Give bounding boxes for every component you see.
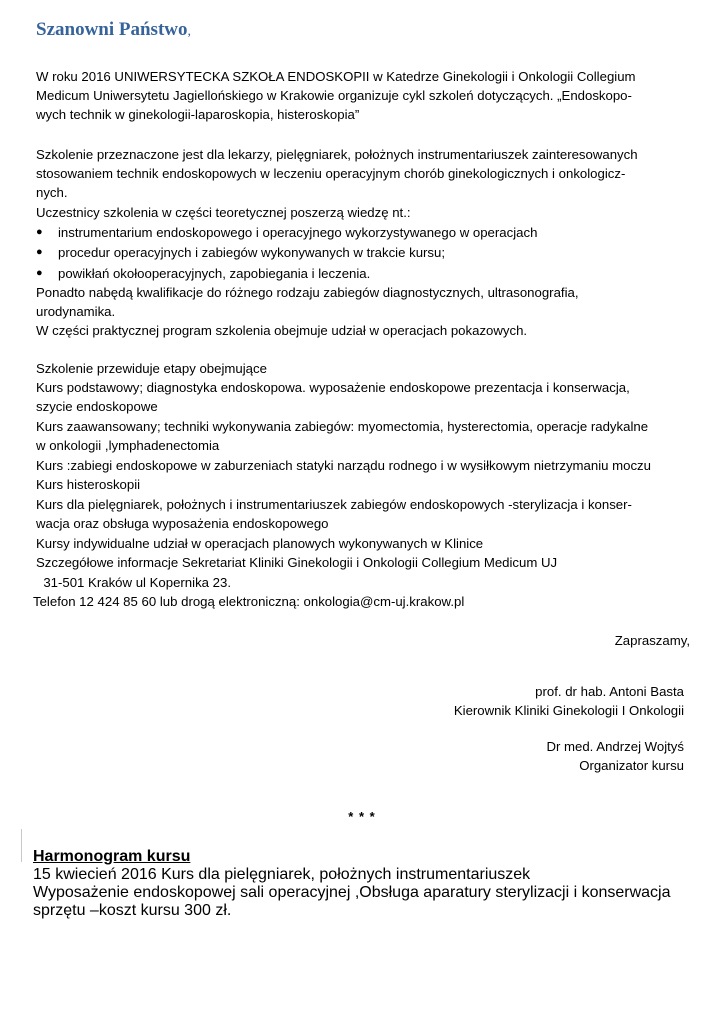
purpose-line: nych. xyxy=(36,185,68,200)
intro-line: wych technik w ginekologii-laparoskopia, histeroskopia” xyxy=(36,107,360,122)
stages-line: Szkolenie przewiduje etapy obejmujące xyxy=(36,361,267,376)
bullet-icon: ● xyxy=(36,226,43,238)
schedule-line: sprzętu –koszt kursu 300 zł. xyxy=(33,902,232,919)
section-separator: * * * xyxy=(348,809,376,824)
address-line: 31-501 Kraków ul Kopernika 23. xyxy=(36,575,231,590)
phone-line: Telefon 12 424 85 60 lub drogą elektroniczną: onkologia@cm-uj.krakow.pl xyxy=(33,594,465,609)
signature-role: Kierownik Kliniki Ginekologii I Onkologii xyxy=(453,703,684,718)
purpose-line: Uczestnicy szkolenia w części teoretycznej poszerzą wiedzę nt.: xyxy=(36,205,411,220)
bullet-item: instrumentarium endoskopowego i operacyjnego wykorzystywanego w operacjach xyxy=(58,225,538,240)
qualification-line: urodynamika. xyxy=(36,304,116,319)
margin-mark xyxy=(21,829,22,862)
signature-role: Organizator kursu xyxy=(579,758,684,773)
stages-line: wacja oraz obsługa wyposażenia endoskopowego xyxy=(36,516,329,531)
stages-line: Kurs podstawowy; diagnostyka endoskopowa. wyposażenie endoskopowe prezentacja i konserwacja, xyxy=(36,380,630,395)
contact-line: Szczegółowe informacje Sekretariat Kliniki Ginekologii i Onkologii Collegium Medicum UJ xyxy=(36,555,558,570)
stages-line: w onkologii ,lymphadenectomia xyxy=(36,438,220,453)
intro-line: Medicum Uniwersytetu Jagiellońskiego w Krakowie organizuje cykl szkoleń dotyczących. „Endoskopo- xyxy=(36,88,632,103)
schedule-line: 15 kwiecień 2016 Kurs dla pielęgniarek, położnych instrumentariuszek xyxy=(33,866,531,883)
practical-line: W części praktycznej program szkolenia obejmuje udział w operacjach pokazowych. xyxy=(36,323,528,338)
intro-line: W roku 2016 UNIWERSYTECKA SZKOŁA ENDOSKOPII w Katedrze Ginekologii i Onkologii Collegium xyxy=(36,69,636,84)
signature-name: Dr med. Andrzej Wojtyś xyxy=(546,739,684,754)
qualification-line: Ponadto nabędą kwalifikacje do różnego rodzaju zabiegów diagnostycznych, ultrasonografia, xyxy=(36,285,579,300)
bullet-item: procedur operacyjnych i zabiegów wykonywanych w trakcie kursu; xyxy=(58,245,446,260)
stages-line: Kursy indywidualne udział w operacjach planowych wykonywanych w Klinice xyxy=(36,536,484,551)
bullet-icon: ● xyxy=(36,246,43,258)
signature-name: prof. dr hab. Antoni Basta xyxy=(535,684,684,699)
closing-text: Zapraszamy, xyxy=(614,633,690,648)
schedule-title: Harmonogram kursu xyxy=(33,848,191,865)
bullet-icon: ● xyxy=(36,267,43,279)
stages-line: Kurs :zabiegi endoskopowe w zaburzeniach statyki narządu rodnego i w wysiłkowym nietrzymaniu moczu xyxy=(36,458,651,473)
purpose-line: Szkolenie przeznaczone jest dla lekarzy, pielęgniarek, położnych instrumentariuszek zainteresowanych xyxy=(36,147,638,162)
heading-comma: , xyxy=(187,24,191,39)
stages-line: szycie endoskopowe xyxy=(36,399,158,414)
letter-heading xyxy=(36,19,191,41)
bullet-item: powikłań okołooperacyjnych, zapobiegania i leczenia. xyxy=(58,266,371,281)
stages-line: Kurs histeroskopii xyxy=(36,477,141,492)
heading-text: Szanowni Państwo xyxy=(36,19,188,40)
stages-line: Kurs dla pielęgniarek, położnych i instrumentariuszek zabiegów endoskopowych -sterylizacja i konser- xyxy=(36,497,632,512)
schedule-line: Wyposażenie endoskopowej sali operacyjnej ,Obsługa aparatury sterylizacji i konserwacja xyxy=(33,884,671,901)
stages-line: Kurs zaawansowany; techniki wykonywania zabiegów: myomectomia, hysterectomia, operacje radykalne xyxy=(36,419,649,434)
purpose-line: stosowaniem technik endoskopowych w leczeniu operacyjnym chorób ginekologicznych i onkologicz- xyxy=(36,166,626,181)
